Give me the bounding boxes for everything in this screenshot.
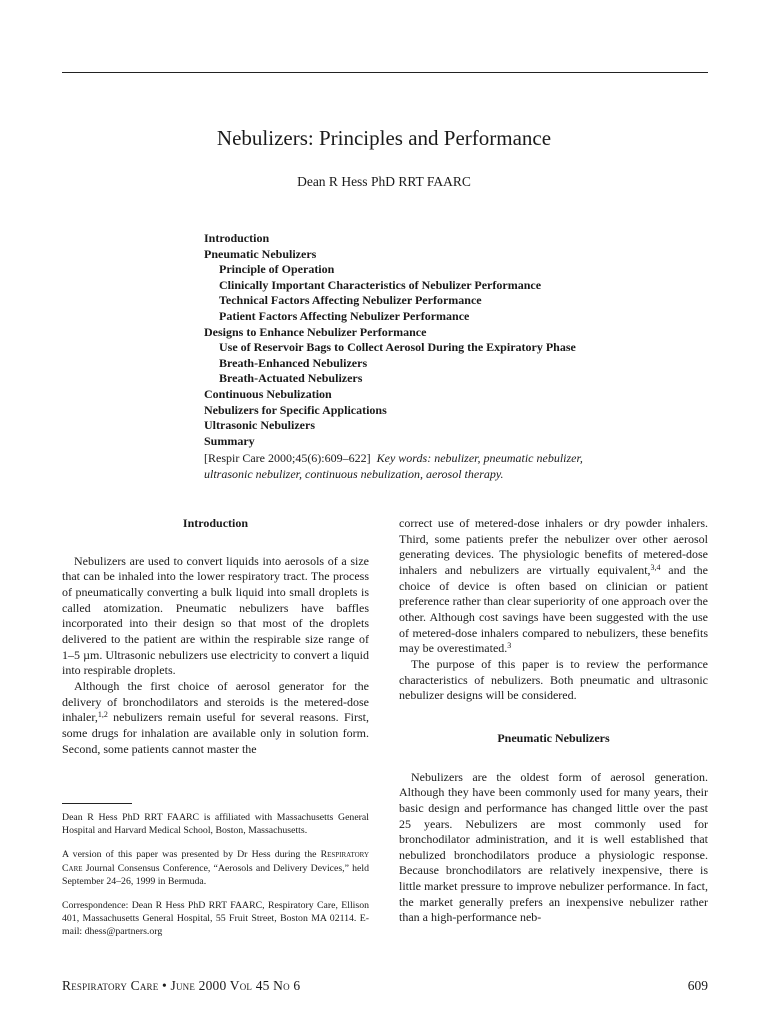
toc-item: Clinically Important Characteristics of Nebulizer Performance — [219, 277, 542, 292]
toc-item: Use of Reservoir Bags to Collect Aerosol During the Expiratory Phase — [219, 340, 576, 355]
toc-item: Summary — [204, 433, 255, 448]
article-title: Nebulizers: Principles and Performance — [216, 126, 552, 150]
paragraph — [62, 679, 369, 757]
toc-item: Patient Factors Affecting Nebulizer Performance — [219, 308, 470, 323]
page-number: 609 — [687, 978, 708, 993]
toc-item: Ultrasonic Nebulizers — [204, 418, 315, 433]
footer-journal: Respiratory Care • June 2000 Vol 45 No 6 — [62, 978, 301, 993]
footnote-correspondence: Correspondence: Dean R Hess PhD RRT FAARC, Respiratory Care, Ellison 401, Massachusetts General Hospital, 55 Fruit Street, Boston MA 02114. E-mail: dhess@partners.org — [62, 900, 369, 938]
toc-item: Breath-Enhanced Nebulizers — [219, 355, 368, 370]
footnote-affiliation: Dean R Hess PhD RRT FAARC is affiliated with Massachusetts General Hospital and Harvard Medical School, Boston, Massachusetts. — [62, 812, 369, 837]
reference-superscript: 1,2 — [97, 710, 108, 720]
toc-item: Continuous Nebulization — [204, 386, 332, 401]
reference-superscript: 3 — [507, 641, 512, 651]
footnotes — [62, 811, 369, 950]
table-of-contents — [204, 231, 624, 449]
footnote-rule — [62, 803, 132, 804]
reference-superscript: 3,4 — [650, 562, 661, 572]
toc-item: Technical Factors Affecting Nebulizer Performance — [219, 293, 482, 308]
paragraph-text: and the choice of device is often based on clinician or patient preference rather than clear superiority of one approach over the other. Although cost savings have been suggested with the use of metered-dose inhalers compared to nebulizers, these benefits may be overestimated. — [399, 562, 708, 656]
paragraph: The purpose of this paper is to review the performance characteristics of nebulizers. Both pneumatic and ultrasonic nebulizer designs will be considered. — [399, 656, 708, 703]
toc-item: Nebulizers for Specific Applications — [204, 402, 387, 417]
section-heading-pneumatic: Pneumatic Nebulizers — [497, 730, 610, 745]
toc-item: Introduction — [204, 231, 270, 245]
paragraph — [399, 516, 708, 657]
journal-name: Respiratory Care — [62, 849, 369, 874]
citation-ref: [Respir Care 2000;45(6):609–622] — [204, 451, 371, 465]
citation-keywords — [204, 451, 622, 482]
section-heading-introduction: Introduction — [182, 516, 249, 530]
toc-item: Designs to Enhance Nebulizer Performance — [204, 324, 427, 339]
toc-item: Breath-Actuated Nebulizers — [219, 371, 363, 386]
top-rule — [62, 72, 708, 73]
paragraph-text: correct use of metered-dose inhalers or dry powder inhalers. Third, some patients prefer the nebulizer over other aerosol generating devices. The physiologic benefits of metered-dose inhalers and nebulizers are virtually equivalent, — [399, 516, 708, 577]
footnote-text: A version of this paper was presented by Dr Hess during the — [62, 849, 321, 861]
article-author: Dean R Hess PhD RRT FAARC — [297, 174, 471, 189]
toc-item: Principle of Operation — [219, 262, 335, 277]
paragraph-text: nebulizers remain useful for several reasons. First, some drugs for inhalation are available only in solution form. Second, some patients cannot master the — [62, 710, 369, 756]
right-column — [399, 516, 708, 926]
paragraph-text: Although the first choice of aerosol generator for the delivery of bronchodilators and steroids is the metered-dose inhaler, — [62, 678, 369, 725]
toc-item: Pneumatic Nebulizers — [204, 246, 317, 261]
keywords: Key words: nebulizer, pneumatic nebulizer, ultrasonic nebulizer, continuous nebulization, aerosol therapy. — [204, 451, 583, 481]
paragraph: Nebulizers are the oldest form of aerosol generation. Although they have been commonly used for many years, their basic design and performance has changed little over the past 25 years. Nebulizers are most commonly used for bronchodilator administration, and it is well established that nebulized bronchodilators produce a physiologic response. Because bronchodilators are relatively inexpensive, there is little market pressure to improve nebulizer performance. In fact, the market generally prefers an inexpensive nebulizer rather than a high-performance neb- — [399, 769, 708, 925]
footnote-presentation — [62, 848, 369, 888]
left-column — [62, 516, 369, 757]
paragraph: Nebulizers are used to convert liquids into aerosols of a size that can be inhaled into the lower respiratory tract. The process of pneumatically converting a bulk liquid into small droplets is called atomization. Pneumatic nebulizers have baffles incorporated into their design so that most of the droplets delivered to the patient are within the respirable size range of 1–5 µm. Ultrasonic nebulizers use electricity to convert a liquid into respirable droplets. — [62, 553, 369, 678]
footnote-text: Journal Consensus Conference, “Aerosols and Delivery Devices,” held September 24–26, 1999 in Bermuda. — [62, 862, 369, 887]
